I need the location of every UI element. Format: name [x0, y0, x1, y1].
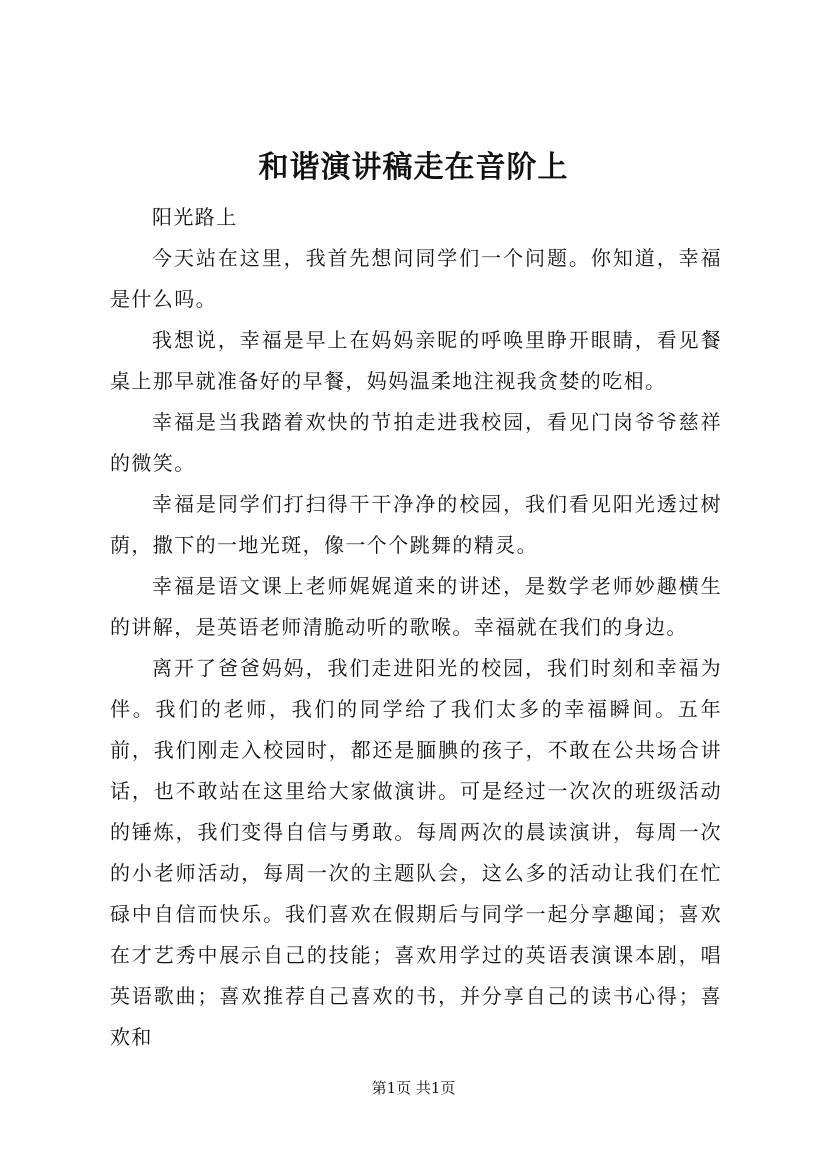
paragraph: 离开了爸爸妈妈，我们走进阳光的校园，我们时刻和幸福为伴。我们的老师，我们的同学给了我们太多的幸福瞬间。五年前，我们刚走入校园时，都还是腼腆的孩子，不敢在公共场合讲话，也不敢站在这里给大家做演讲。可是经过一次次的班级活动的锤炼，我们变得自信与勇敢。每周两次的晨读演讲，每周一次的小老师活动，每周一次的主题队会，这么多的活动让我们在忙碌中自信而快乐。我们喜欢在假期后与同学一起分享趣闻；喜欢在才艺秀中展示自己的技能；喜欢用学过的英语表演课本剧，唱英语歌曲；喜欢推荐自己喜欢的书，并分享自己的读书心得；喜欢和	[110, 656, 722, 1049]
paragraph: 我想说，幸福是早上在妈妈亲昵的呼唤里睁开眼睛，看见餐桌上那早就准备好的早餐，妈妈温柔地注视我贪婪的吃相。	[110, 328, 722, 393]
paragraph: 幸福是语文课上老师娓娓道来的讲述，是数学老师妙趣横生的讲解，是英语老师清脆动听的歌喉。幸福就在我们的身边。	[110, 574, 722, 639]
paragraph: 阳光路上	[152, 205, 238, 229]
document-body	[110, 197, 722, 1058]
page-footer: 第1页 共1页	[371, 1079, 456, 1097]
document-title: 和谐演讲稿走在音阶上	[258, 150, 569, 185]
paragraph: 幸福是当我踏着欢快的节拍走进我校园，看见门岗爷爷慈祥的微笑。	[110, 410, 722, 475]
paragraph: 今天站在这里，我首先想问同学们一个问题。你知道，幸福是什么吗。	[110, 246, 722, 311]
paragraph: 幸福是同学们打扫得干干净净的校园，我们看见阳光透过树荫，撒下的一地光斑，像一个个跳舞的精灵。	[110, 492, 722, 557]
